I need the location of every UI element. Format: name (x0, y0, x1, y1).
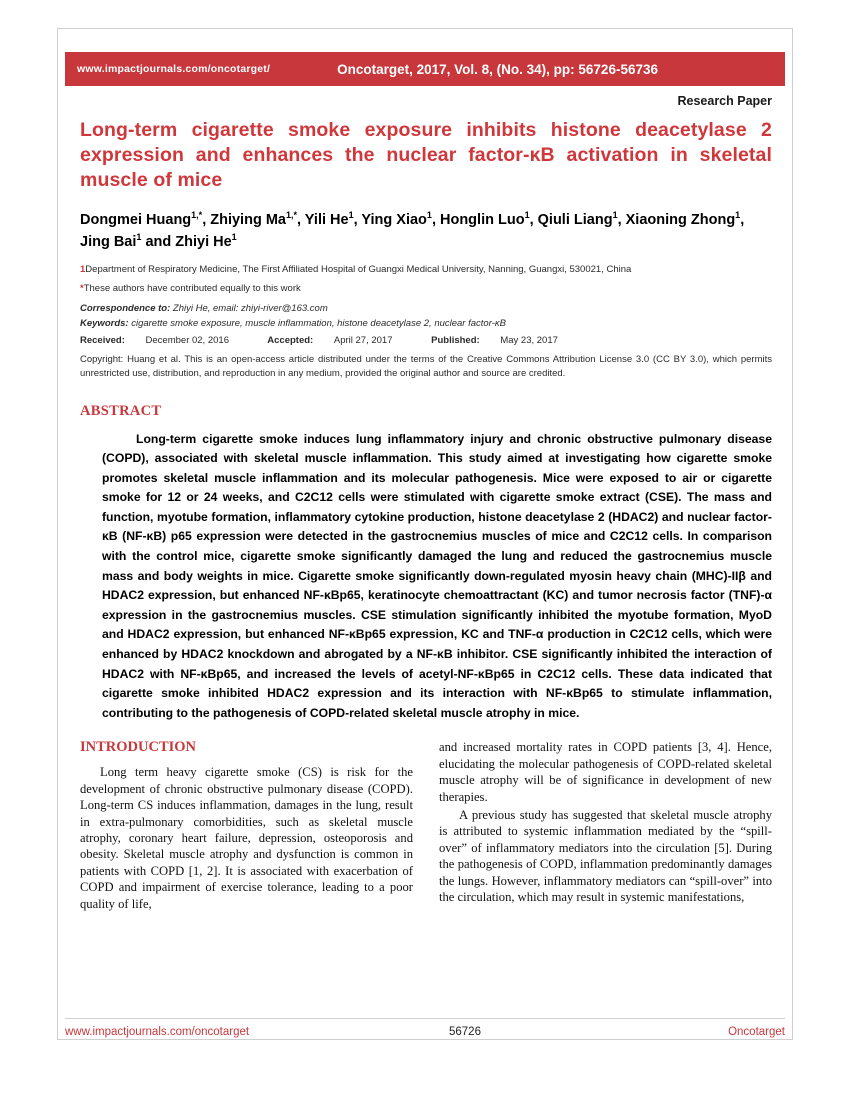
equal-contribution-text: These authors have contributed equally to this work (83, 282, 301, 294)
published-group (431, 335, 576, 346)
journal-url[interactable]: www.impactjournals.com/oncotarget/ (77, 63, 271, 75)
correspondence-label: Correspondence to: (80, 302, 171, 314)
received-value: December 02, 2016 (145, 334, 229, 346)
accepted-label: Accepted: (267, 334, 314, 346)
keywords-label: Keywords: (80, 317, 129, 329)
two-column-body (80, 739, 772, 914)
introduction-heading: INTRODUCTION (80, 739, 197, 756)
affiliation-text: Department of Respiratory Medicine, The First Affiliated Hospital of Guangxi Medical University, Nanning, Guangxi, 530021, China (85, 264, 632, 275)
accepted-value: April 27, 2017 (333, 334, 393, 346)
keywords-line (80, 316, 772, 331)
author-list: Dongmei Huang$^{1,*}$, Zhiying $Ma^{1,*}$, Yili He$^1$, Ying Xiao$^1$, Honglin Luo$^1$, Qiuli Liang$^1$, Xiaoning Zhong$^1$, Jing Bai$^1$ and Zhiyi He$^1$ (80, 210, 745, 250)
accepted-group (267, 335, 410, 346)
received-label: Received: (80, 334, 125, 346)
keywords-value: cigarette smoke exposure, muscle inflammation, histone deacetylase 2, nuclear factor-κB (131, 317, 506, 329)
page-title: Long-term cigarette smoke exposure inhibits histone deacetylase 2 expression and enhances the nuclear factor-κB activation in skeletal muscle of mice (80, 119, 772, 191)
correspondence-value[interactable]: Zhiyi He, email: zhiyi-river@163.com (172, 302, 328, 314)
received-group (80, 335, 247, 346)
footer-divider (65, 1018, 785, 1019)
article-content (80, 94, 772, 914)
page-number: 56726 (449, 1026, 481, 1038)
correspondence-line (80, 301, 772, 316)
intro-paragraph-1: Long term heavy cigarette smoke (CS) is risk for the development of chronic obstructive pulmonary disease (COPD). Long-term CS induces inflammation, damages in the lung, result in extra-pulmonary comorbidities, such as skeletal muscle atrophy, coronary heart failure, depression, osteoporosis and obesity. Skeletal muscle atrophy and dysfunction is common in patients with COPD [1, 2]. It is associated with exacerbation of COPD and impairment of exercise tolerance, leading to a poor quality of life, (80, 765, 413, 911)
abstract-heading: ABSTRACT (80, 402, 162, 419)
column-right (439, 739, 772, 914)
intro-paragraph-2: and increased mortality rates in COPD patients [3, 4]. Hence, elucidating the molecular pathogenesis of COPD-related skeletal muscle atrophy will be of significance in development of new therapies. (439, 740, 772, 804)
footer-url[interactable]: www.impactjournals.com/oncotarget (65, 1026, 250, 1038)
intro-paragraph-3: A previous study has suggested that skeletal muscle atrophy is attributed to systemic inflammation mediated by the “spill-over” of inflammatory mediators into the circulation [5]. During the pathogenesis of COPD, inflammation predominantly damages the lungs. However, inflammatory mediators can “spill-over” into the circulation, which may result in systemic manifestations, (439, 808, 772, 905)
affiliation (80, 263, 772, 277)
abstract-text: Long-term cigarette smoke induces lung inflammatory injury and chronic obstructive pulmonary disease (COPD), associated with skeletal muscle inflammation. This study aimed at investigating how cigarette smoke promotes skeletal muscle inflammation and its molecular pathogenesis. Mice were exposed to air or cigarette smoke for 12 or 24 weeks, and C2C12 cells were stimulated with cigarette smoke extract (CSE). The mass and function, myotube formation, inflammatory cytokine production, histone deacetylase 2 (HDAC2) and nuclear factor-κB (NF-κB) p65 expression were detected in the gastrocnemius muscles of mice and C2C12 cells. In comparison with the control mice, cigarette smoke significantly damaged the lung and reduced the gastrocnemius muscle mass and body weights in mice. Cigarette smoke significantly down-regulated myosin heavy chain (MHC)-IIβ and HDAC2 expression, but enhanced NF-κBp65, keratinocyte chemoattractant (KC) and tumor necrosis factor (TNF)-α expression in the gastrocnemius muscles. CSE stimulation significantly inhibited the myotube formation, MyoD and HDAC2 expression, but enhanced NF-κBp65 expression, KC and TNF-α production in C2C12 cells, which were enhanced by HDAC2 knockdown and abrogated by a NF-κB inhibitor. CSE significantly inhibited the interaction of HDAC2 with NF-κBp65, and increased the levels of acetyl-NF-κBp65 in C2C12 cells. These data indicated that cigarette smoke inhibited HDAC2 expression and its interaction with NF-κBp65 to stimulate inflammation, contributing to the pathogenesis of COPD-related skeletal muscle atrophy in mice. (102, 431, 772, 720)
copyright-notice: Copyright: Huang et al. This is an open-access article distributed under the terms of the Creative Commons Attribution License 3.0 (CC BY 3.0), which permits unrestricted use, distribution, and reproduction in any medium, provided the original author and source are credited. (80, 353, 772, 379)
journal-header-bar (65, 52, 785, 86)
asterisk-marker: * (80, 282, 84, 294)
published-label: Published: (431, 334, 480, 346)
column-left (80, 739, 413, 914)
page-footer (65, 1026, 785, 1038)
published-value: May 23, 2017 (500, 334, 558, 346)
footer-journal-name: Oncotarget (728, 1026, 785, 1038)
journal-citation: Oncotarget, 2017, Vol. 8, (No. 34), pp: 56726-56736 (337, 61, 658, 77)
equal-contribution-note (80, 283, 772, 294)
publication-dates (80, 335, 772, 346)
article-type-label: Research Paper (677, 94, 772, 108)
affiliation-marker: 1 (80, 264, 86, 275)
